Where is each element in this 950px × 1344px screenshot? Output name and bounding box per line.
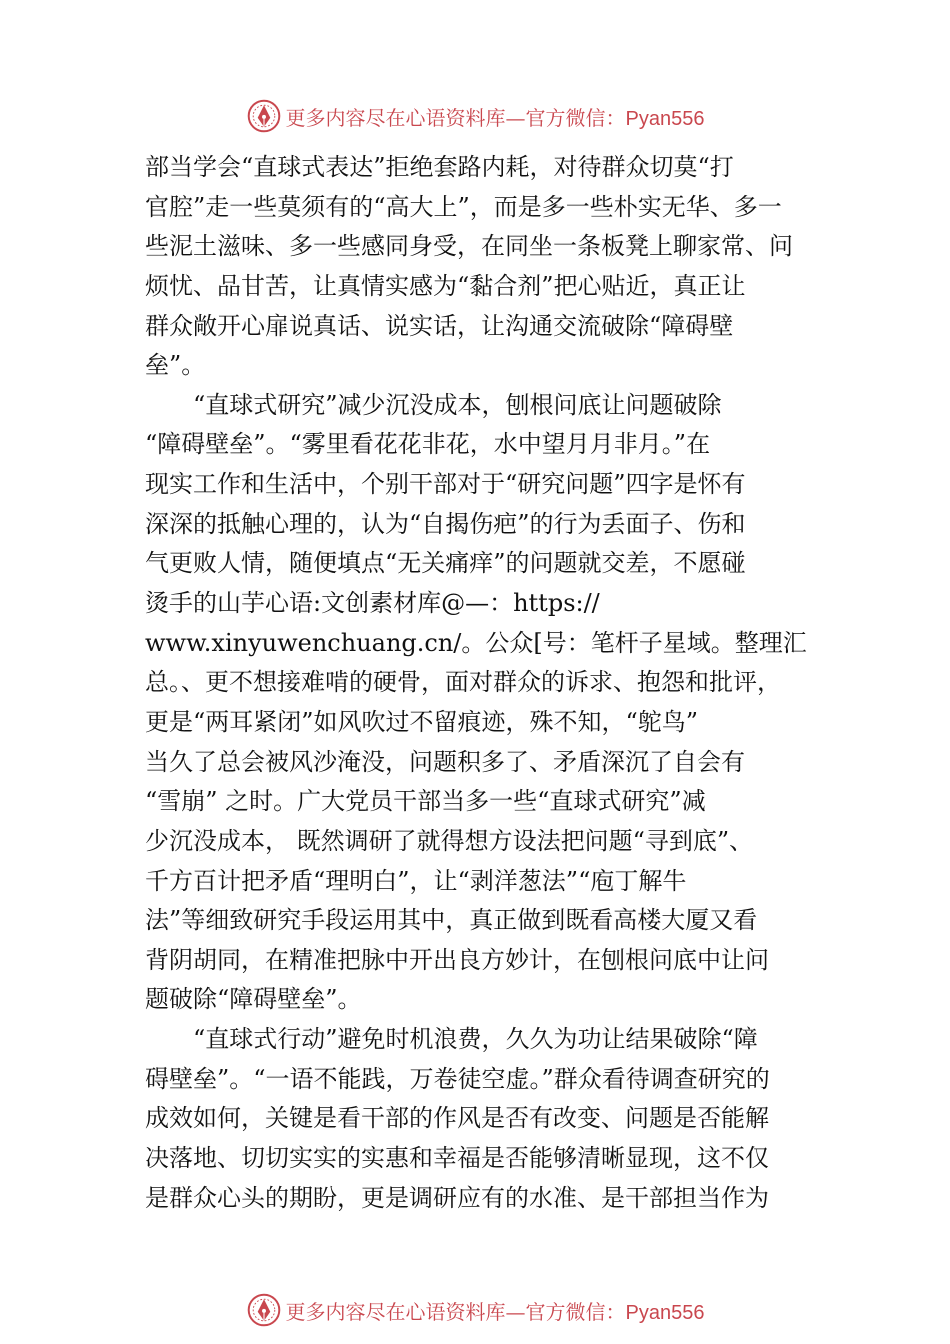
text-line: 官腔”走一些莫须有的“高大上”，而是多一些朴实无华、多一 xyxy=(145,192,782,221)
text-line: 深深的抵触心理的，认为“自揭伤疤”的行为丢面子、伤和 xyxy=(145,509,746,538)
text-line: 当久了总会被风沙淹没，问题积多了、矛盾深沉了自会有 xyxy=(145,747,745,776)
text-line: 总。、更不想接难啃的硬骨，面对群众的诉求、抱怨和批评， xyxy=(145,668,781,697)
text-line: “直球式研究”减少沉没成本，刨根问底让问题破除 xyxy=(145,390,722,419)
text-line: 千方百计把矛盾“理明白”，让“剥洋葱法”“庖丁解牛 xyxy=(145,866,687,895)
text-line: 些泥土滋味、多一些感同身受，在同坐一条板凳上聊家常、问 xyxy=(145,232,793,261)
text-line: 是群众心头的期盼，更是调研应有的水准、是干部担当作为 xyxy=(145,1183,769,1212)
header-banner xyxy=(0,96,950,136)
text-line: “直球式行动”避免时机浪费，久久为功让结果破除“障 xyxy=(145,1025,758,1054)
footer-banner xyxy=(0,1290,950,1330)
text-line: “雪崩” 之时。广大党员干部当多一些“直球式研究”减 xyxy=(145,787,706,816)
text-line: 气更败人情，随便填点“无关痛痒”的问题就交差，不愿碰 xyxy=(145,549,746,578)
text-line: 题破除“障碍壁垒”。 xyxy=(145,985,362,1014)
document-body xyxy=(145,148,825,1218)
header-banner-text: 更多内容尽在心语资料库—官方微信：Pyan556 xyxy=(285,105,705,130)
text-line: 决落地、切切实实的实惠和幸福是否能够清晰显现，这不仅 xyxy=(145,1144,769,1173)
text-line: 群众敞开心扉说真话、说实话，让沟通交流破除“障碍壁 xyxy=(145,311,734,340)
pen-nib-logo-icon xyxy=(246,98,282,134)
text-line: 成效如何，关键是看干部的作风是否有改变、问题是否能解 xyxy=(145,1104,769,1133)
text-line: 少沉没成本， 既然调研了就得想方设法把问题“寻到底”、 xyxy=(145,826,754,855)
text-line: 法”等细致研究手段运用其中，真正做到既看高楼大厦又看 xyxy=(145,906,758,935)
text-line: “障碍壁垒”。“雾里看花花非花，水中望月月非月。”在 xyxy=(145,430,711,459)
text-line: 烫手的山芋心语:文创素材库@—：https:// xyxy=(145,589,600,618)
text-line: 垒”。 xyxy=(145,351,206,380)
pen-nib-logo-icon xyxy=(246,1292,282,1328)
footer-banner-text: 更多内容尽在心语资料库—官方微信：Pyan556 xyxy=(285,1299,705,1324)
text-line: 部当学会“直球式表达”拒绝套路内耗，对待群众切莫“打 xyxy=(145,153,734,181)
text-line: www.xinyuwenchuang.cn/。公众[号：笔杆子星域。整理汇 xyxy=(145,628,807,657)
text-line: 现实工作和生活中，个别干部对于“研究问题”四字是怀有 xyxy=(145,470,746,499)
text-line: 背阴胡同，在精准把脉中开出良方妙计，在刨根问底中让问 xyxy=(145,945,769,974)
text-line: 更是“两耳紧闭”如风吹过不留痕迹，殊不知，“鸵鸟” xyxy=(145,707,699,736)
text-line: 碍壁垒”。“一语不能践，万卷徒空虚。”群众看待调查研究的 xyxy=(145,1064,770,1093)
text-line: 烦忧、品甘苦，让真情实感为“黏合剂”把心贴近，真正让 xyxy=(145,271,746,300)
